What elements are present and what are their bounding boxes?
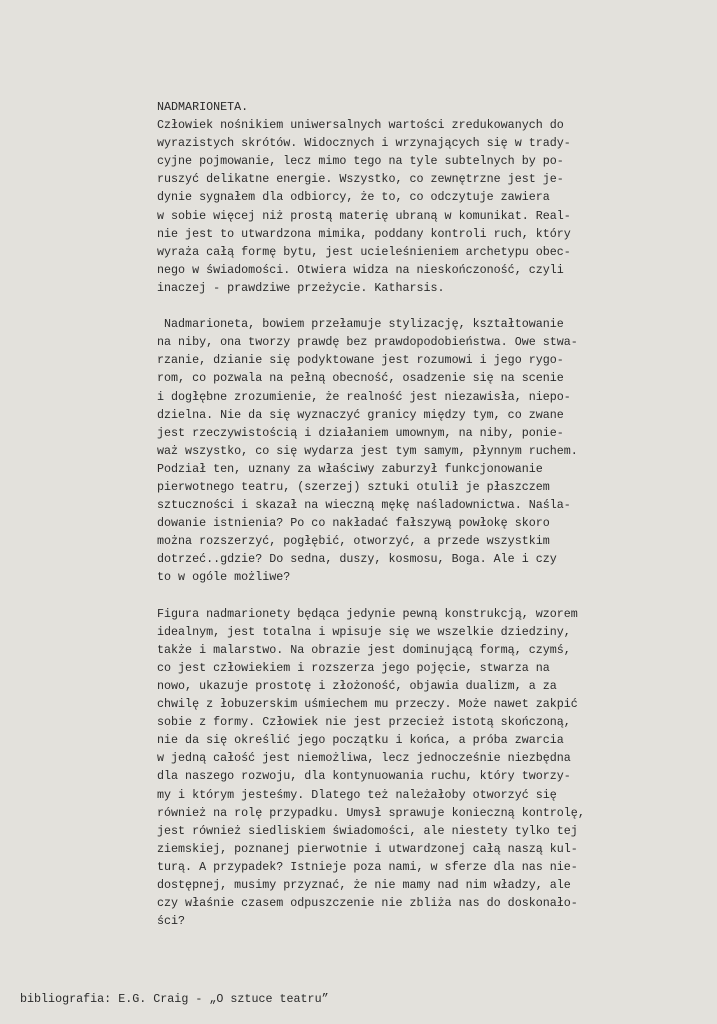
bibliography-note: bibliografia: E.G. Craig - „O sztuce teatru”	[20, 992, 329, 1006]
paragraph	[157, 116, 577, 297]
text-line: w jedną całość jest niemożliwa, lecz jednocześnie niezbędna	[157, 751, 571, 766]
text-line: to w ogóle możliwe?	[157, 570, 291, 585]
text-line: w sobie więcej niż prostą materię ubraną w komunikat. Real-	[157, 208, 571, 223]
text-line: na niby, ona tworzy prawdę bez prawdopodobieństwa. Owe stwa-	[157, 335, 578, 350]
text-line: ziemskiej, poznanej pierwotnie i utwardzonej całą naszą kul-	[157, 841, 578, 856]
text-line: nie jest to utwardzona mimika, poddany kontroli ruch, który	[157, 226, 571, 241]
text-line: rom, co pozwala na pełną obecność, osadzenie się na scenie	[157, 371, 564, 386]
document-body	[157, 98, 585, 930]
text-line: sobie z formy. Człowiek nie jest przecież istotą skończoną,	[157, 715, 571, 730]
text-line: dla naszego rozwoju, dla kontynuowania ruchu, który tworzy-	[157, 769, 571, 784]
text-line: dowanie istnienia? Po co nakładać fałszywą powłokę skoro	[157, 516, 550, 531]
text-line: dotrzeć..gdzie? Do sedna, duszy, kosmosu, Boga. Ale i czy	[157, 552, 557, 567]
text-line: waż wszystko, co się wydarza jest tym samym, płynnym ruchem.	[157, 443, 578, 458]
text-line: rzanie, dzianie się podyktowane jest rozumowi i jego rygo-	[157, 353, 564, 368]
text-line: dzielna. Nie da się wyznaczyć granicy między tym, co zwane	[157, 407, 564, 422]
text-line: i dogłębne zrozumienie, że realność jest niezawisła, niepo-	[157, 389, 571, 404]
text-line: nowo, ukazuje prostotę i złożoność, objawia dualizm, a za	[157, 679, 557, 693]
text-line: idealnym, jest totalna i wpisuje się we wszelkie dziedziny,	[157, 624, 571, 639]
text-line: co jest człowiekiem i rozszerza jego pojęcie, stwarza na	[157, 660, 550, 675]
text-line: Podział ten, uznany za właściwy zaburzył funkcjonowanie	[157, 461, 543, 476]
text-line: jest rzeczywistością i działaniem umownym, na niby, ponie-	[157, 425, 564, 440]
paragraph	[157, 315, 577, 586]
text-line: ści?	[157, 914, 186, 929]
text-line: również na rolę przypadku. Umysł sprawuje konieczną kontrolę,	[157, 805, 585, 820]
text-line: można rozszerzyć, pogłębić, otworzyć, a przede wszystkim	[157, 534, 550, 549]
text-line: ruszyć delikatne energie. Wszystko, co zewnętrzne jest je-	[157, 172, 564, 187]
paragraph	[157, 605, 585, 931]
text-line: wyrazistych skrótów. Widocznych i wrzynających się w trady-	[157, 136, 571, 151]
text-line: wyraża całą formę bytu, jest ucieleśnieniem archetypu obec-	[157, 244, 571, 259]
text-line: dostępnej, musimy przyznać, że nie mamy nad nim władzy, ale	[157, 878, 571, 893]
text-line: cyjne pojmowanie, lecz mimo tego na tyle subtelnych by po-	[157, 154, 564, 169]
text-line: inaczej - prawdziwe przeżycie. Katharsis.	[157, 280, 445, 295]
text-line: nie da się określić jego początku i końca, a próba zwarcia	[157, 733, 564, 748]
text-line: sztuczności i skazał na wieczną mękę naśladownictwa. Naśla-	[157, 498, 571, 513]
text-line: turą. A przypadek? Istnieje poza nami, w sferze dla nas nie-	[157, 859, 578, 874]
text-line: także i malarstwo. Na obrazie jest dominującą formą, czymś,	[157, 642, 571, 657]
document-title: NADMARIONETA.	[157, 100, 249, 114]
text-line: my i którym jesteśmy. Dlatego też należałoby otworzyć się	[157, 787, 557, 802]
text-line: czy właśnie czasem odpuszczenie nie zbliża nas do doskonało-	[157, 896, 578, 911]
text-line: nego w świadomości. Otwiera widza na nieskończoność, czyli	[157, 262, 564, 277]
text-line: Nadmarioneta, bowiem przełamuje stylizację, kształtowanie	[157, 317, 564, 332]
text-line: jest również siedliskiem świadomości, ale niestety tylko tej	[157, 823, 578, 838]
paragraph-gap	[157, 297, 577, 315]
paragraph-gap	[157, 587, 577, 605]
text-line: pierwotnego teatru, (szerzej) sztuki otulił je płaszczem	[157, 479, 550, 494]
text-line: dynie sygnałem dla odbiorcy, że to, co odczytuje zawiera	[157, 190, 550, 205]
text-line: Człowiek nośnikiem uniwersalnych wartości zredukowanych do	[157, 118, 564, 133]
text-line: Figura nadmarionety będąca jedynie pewną konstrukcją, wzorem	[157, 606, 578, 621]
text-line: chwilę z łobuzerskim uśmiechem mu przeczy. Może nawet zakpić	[157, 697, 578, 712]
